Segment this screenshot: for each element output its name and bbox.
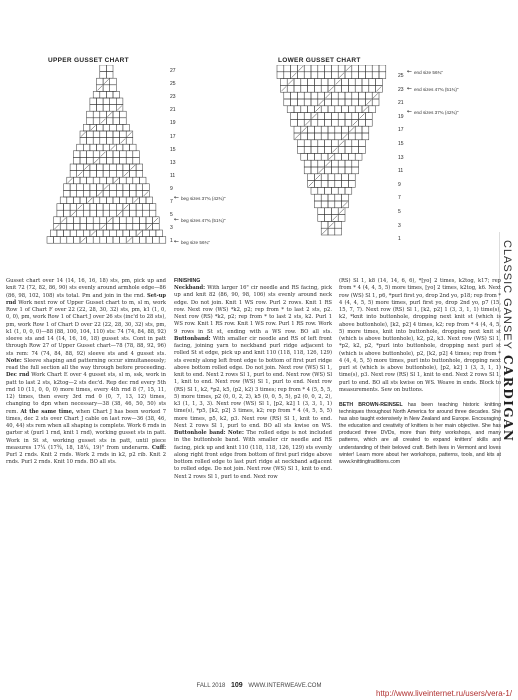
text-column-3 <box>339 278 501 673</box>
watermark-link[interactable]: http://www.liveinternet.ru/users/vera-1/ <box>375 689 512 698</box>
row-number: 7 <box>398 195 401 202</box>
lower-gusset-chart <box>276 65 416 245</box>
arrow-icon: ← <box>407 108 413 115</box>
section-side-text-bold <box>501 355 517 565</box>
setup-heading: Set-up rnd <box>6 292 166 306</box>
upper-size-label-2: beg sizes 47¾ (51¾)" <box>181 218 226 223</box>
row-number: 17 <box>398 127 404 134</box>
page-footer <box>0 682 518 689</box>
arrow-icon: ← <box>174 238 180 245</box>
setup-body: Work next row of Upper Gusset chart to m, sl m, work Row 1 of Chart F over 22 (22, 28, 30, 32) sts, pm, k1 (1, 0, 0, 0), pm, work Row 1 of Chart J over 26 sts (inc'd to 28 sts), pm, work Row 1 of Chart D over 22 (22, 28, 30, 32) sts, pm, k1 (1, 0, 0, 0)—88 (88, 100, 104, 110) sts: 74 (74, 84, 88, 92) sleeve sts and 14 (14, 16, 16, 18) gusset sts. Cont in patt through Row 27 of Upper Gusset chart—78 (78, 88, 92, 96) sts rem: 74 (74, 84, 88, 92) sleeve sts and 4 gusset sts. <box>6 299 166 357</box>
footer-issue: FALL 2018 <box>196 683 226 689</box>
upper-size-label-3: beg size 56¾" <box>181 240 210 245</box>
row-number: 1 <box>170 238 173 245</box>
row-number: 15 <box>170 146 176 153</box>
upper-chart-title: UPPER GUSSET CHART <box>48 57 129 64</box>
dec-body: Work Chart E over 4 gusset sts, sl m, ssk, work in patt to last 2 sts, k2tog—2 sts dec'd. Rep dec rnd every 5th rnd 10 (11, 0, 0, 0) more times, every 4th rnd 8 (7, 15, 11, 12) times, then every 3rd rnd 0 (0, 7, 13, 12) times, changing to dpn when necessary—38 (38, 46, 50, 50) sts rem. <box>6 372 166 415</box>
arrow-icon: ← <box>174 216 180 223</box>
upper-size-label-1: beg sizes 37¾ (42¾)" <box>181 196 226 201</box>
col1-p1: Gusset chart over 14 (14, 16, 16, 18) sts, pm, pick up and knit 72 (72, 82, 86, 90) sts evenly around armhole edge—86 (86, 98, 102, 108) sts total. Pm and join in the rnd. <box>6 278 166 299</box>
row-number: 11 <box>170 172 176 179</box>
row-number: 13 <box>398 154 404 161</box>
cuff-body: Purl 2 rnds. Knit 2 rnds. Work 2 rnds in k2, p2 rib. Knit 2 rnds. Purl 2 rnds. Knit 10 rnds. BO all sts. <box>6 452 166 466</box>
row-number: 25 <box>398 73 404 79</box>
page-number: 109 <box>231 682 243 689</box>
lower-size-label-1: end size 56¾" <box>414 70 443 75</box>
row-number: 23 <box>170 94 176 101</box>
row-number: 5 <box>170 212 173 219</box>
row-number: 17 <box>170 133 176 140</box>
row-number: 19 <box>398 113 404 120</box>
row-number: 5 <box>398 209 401 215</box>
row-number: 3 <box>170 225 173 232</box>
lower-size-label-2: end sizes 47¾ (51¾)" <box>414 87 459 92</box>
finishing-heading: FINISHING <box>174 278 201 284</box>
row-number: 15 <box>398 141 404 147</box>
col3-p1: (RS) Sl 1, k8 (14, 14, 6, 6), *[yo] 2 times, k2tog, k17; rep from * 4 (4, 4, 5, 5) more times, [yo] 2 times, k2tog, k6. Next row (WS) Sl 1, p6, *purl first yo, drop 2nd yo, p18; rep from * 4 (4, 4, 5, 5) more times, purl first yo, drop 2nd yo, p7 (15, 15, 7, 7). Next row (RS) Sl 1, [k2, p2] 1 (3, 3, 1, 1) time(s), k2, *knit into buttonhole, dropping next knit st (which is above buttonhole), [k2, p2] 4 times, k2; rep from * 4 (4, 4, 5, 5) more times, knit into buttonhole, dropping next knit st (which is above buttonhole), k2, p2, k3. Next row (WS) Sl 1, *p2, k2, p2, *purl into buttonhole, dropping next purl st (which is above buttonhole), p2, [k2, p2] 4 times; rep from * 4 (4, 4, 5, 5) more times, purl into buttonhole, dropping next purl st (which is above buttonhole), [p2, k2] 1 (3, 3, 1, 1) time(s), p3. Next row (RS) Sl 1, knit to end. Next 2 rows Sl 1, purl to end. BO all sts kwise on WS. Weave in ends. Block to measurements. Sew on buttons. <box>339 278 501 393</box>
upper-gusset-chart <box>46 65 226 255</box>
arrow-icon: ← <box>407 68 413 75</box>
row-number: 25 <box>170 81 176 88</box>
buttonhole-body: The rolled edge is not included in the buttonhole band. With smaller cir needle and RS facing, pick up and knit 110 (118, 118, 126, 129) sts evenly along right front edge from bottom of first purl ridge above bottom rolled edge to last purl ridge at neckband adjacent to rolled edge. Do not join. Next row (WS) Sl 1, knit to end. Next 2 rows Sl 1, purl to end. Next row <box>174 430 332 480</box>
ath-heading: At the same time, <box>20 408 74 415</box>
row-number: 7 <box>170 199 173 205</box>
row-number: 9 <box>398 181 401 188</box>
arrow-icon: ← <box>174 194 180 201</box>
footer-website: WWW.INTERWEAVE.COM <box>248 683 322 689</box>
row-number: 21 <box>398 100 404 107</box>
buttonhole-heading: Buttonhole band: <box>174 430 226 437</box>
text-column-2 <box>174 278 332 673</box>
arrow-icon: ← <box>407 85 413 92</box>
side-tab-line1: CLASSIC GANSEY <box>501 240 513 350</box>
row-number: 27 <box>170 68 176 74</box>
bio-heading: BETH BROWN-REINSEL <box>339 402 403 408</box>
row-number: 11 <box>398 168 404 175</box>
cuff-heading: Cuff: <box>151 444 166 451</box>
text-column-1 <box>6 278 166 673</box>
row-number: 1 <box>398 236 401 243</box>
row-number: 19 <box>170 120 176 127</box>
neckband-heading: Neckband: <box>174 285 206 292</box>
neckband-body: With larger 16" cir needle and RS facing, pick up and knit 82 (86, 90, 98, 106) sts evenly around neck edge. Do not join. Knit 1 WS row. Purl 2 rows. Knit 1 RS row. Next row (WS) *k2, p2; rep from * to last 2 sts, p2. Next row (RS) *k2, p2; rep from * to last 2 sts, k2. Purl 1 WS row. Knit 1 RS row. Knit 1 WS row. Purl 1 RS row. Work 9 rows in St st, ending with a WS row. BO all sts. <box>174 285 332 335</box>
buttonhole-note-heading: Note: <box>228 430 244 437</box>
buttonband-heading: Buttonband: <box>174 335 211 342</box>
side-tab-line2: CARDIGAN <box>501 355 515 443</box>
row-number: 23 <box>398 86 404 93</box>
bio-body: has been teaching historic knitting techniques throughout North America for around three decades. She has also taught extensively in New Zealand and Europe. Encouraging the education and creativity of knitters is her main objective. She has produced three DVDs, more than thirty workshops, and many patterns, which are all created to expand knitters' skills and understanding of their beloved craft. Beth lives in Vermont and loves winter! Learn more about her workshops, patterns, tools, and kits at www.knittingtraditions.com <box>339 402 501 465</box>
row-number: 21 <box>170 107 176 114</box>
dec-heading: Dec rnd <box>6 372 30 379</box>
note-heading: Note: <box>6 357 22 364</box>
buttonband-body: With smaller cir needle and RS of left front facing, joining yarn to neckband purl ridge adjacent to rolled St st edge, pick up and knit 110 (118, 118, 126, 129) sts evenly along left front edge to bottom of first purl ridge above bottom rolled edge. Do not join. Next row (WS) Sl 1, knit to end. Next 2 rows Sl 1, purl to end. Next row (WS) Sl 1, knit to end. Next row (WS) Sl 1, purl to end. Next row (RS) Sl 1, k2, *p2, k5, (p2, k2) 3 times; rep from * 4 (5, 5, 5, 5) more times, p2 (0, 0, 2, 2), k5 (0, 0, 5, 5), p2 (0, 0, 2, 2), k3 (1, 1, 3, 3). Next row (WS) Sl 1, [p2, k2] 1 (3, 3, 1, 1) time(s), *p5, [k2, p2] 3 times, k2; rep from * 4 (4, 5, 5, 5) more times, p5, k2, p3. Next row (RS) Sl 1, knit to end. Next 2 rows Sl 1, purl to end. BO all sts kwise on WS. <box>174 335 332 429</box>
ath-body: when Chart J has been worked 7 times, dec 2 sts over Chart J cable on last row—36 (38, 46, 40, 44) sts rem when all shaping is complete. Work 6 rnds in garter st (purl 1 rnd, knit 1 rnd), working gusset sts in patt. Work in St st, working gusset sts in patt, until piece measures 17¼ (17¾, 18, 18¼, 19)" from underarm. <box>6 408 166 451</box>
row-number: 13 <box>170 159 176 166</box>
lower-size-label-3: end sizes 37¾ (42¾)" <box>414 110 459 115</box>
note-body: Sleeve shaping and patterning occur simultaneously; read the full section all the way through before proceeding. <box>6 357 166 371</box>
lower-chart-title: LOWER GUSSET CHART <box>278 57 361 64</box>
row-number: 9 <box>170 185 173 192</box>
row-number: 3 <box>398 222 401 229</box>
